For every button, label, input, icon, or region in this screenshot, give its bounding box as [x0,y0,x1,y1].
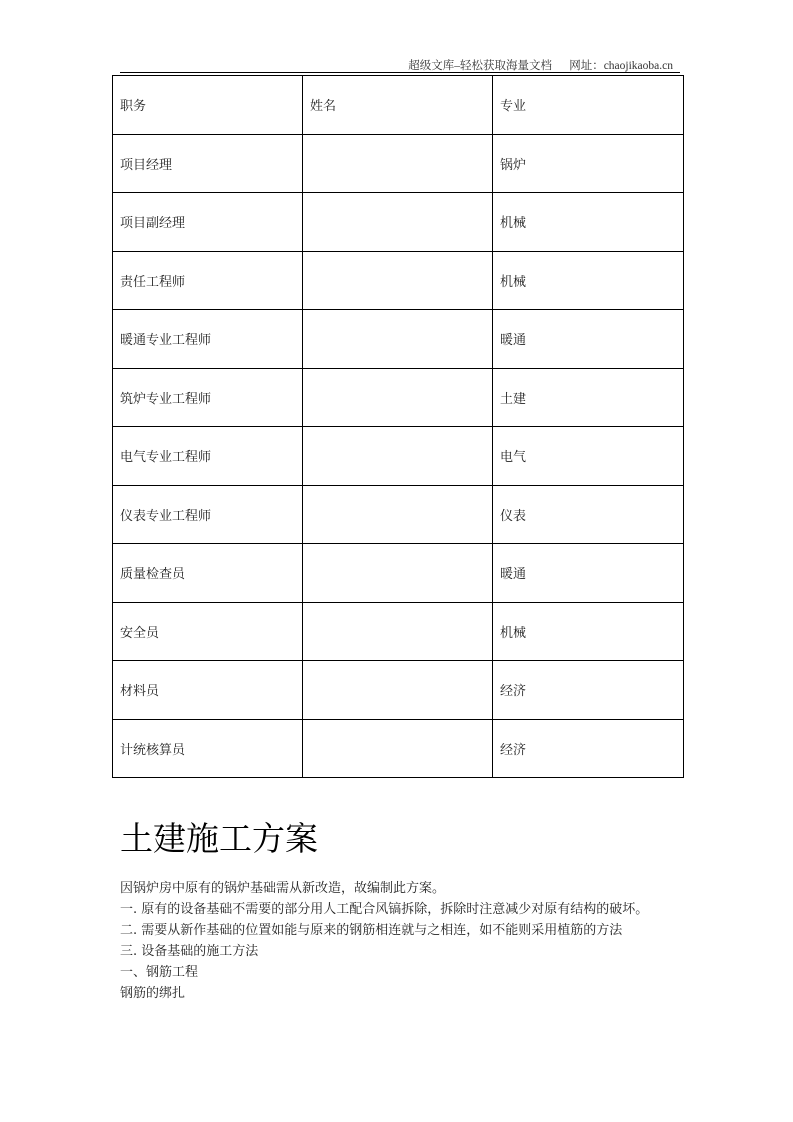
table-row [113,134,684,193]
column-header-specialty: 专业 [493,76,684,135]
cell-name [303,193,493,252]
cell-name [303,134,493,193]
cell-specialty: 土建 [493,368,684,427]
cell-role: 筑炉专业工程师 [113,368,303,427]
cell-name [303,661,493,720]
section-title: 土建施工方案 [120,819,318,858]
table-row [113,485,684,544]
cell-specialty: 经济 [493,661,684,720]
header-site-text: 超级文库–轻松获取海量文档 [408,60,552,72]
cell-role: 项目副经理 [113,193,303,252]
cell-name [303,719,493,778]
paragraph: 一. 原有的设备基础不需要的部分用人工配合风镐拆除，拆除时注意减少对原有结构的破坏。 [120,902,649,917]
table-row [113,193,684,252]
cell-specialty: 锅炉 [493,134,684,193]
cell-role: 电气专业工程师 [113,427,303,486]
paragraph: 一、钢筋工程 [120,965,199,980]
cell-specialty: 仪表 [493,485,684,544]
cell-name [303,602,493,661]
paragraph: 因锅炉房中原有的锅炉基础需从新改造，故编制此方案。 [120,881,446,896]
section-body [120,878,665,1004]
table-row [113,544,684,603]
table-header-row [113,76,684,135]
table-row [113,427,684,486]
header-divider [120,72,680,73]
cell-name [303,251,493,310]
cell-role: 安全员 [113,602,303,661]
table-row [113,719,684,778]
paragraph: 三. 设备基础的施工方法 [120,944,259,959]
cell-role: 责任工程师 [113,251,303,310]
cell-specialty: 机械 [493,193,684,252]
cell-role: 项目经理 [113,134,303,193]
cell-specialty: 暖通 [493,310,684,369]
table-row [113,368,684,427]
cell-name [303,485,493,544]
table-row [113,602,684,661]
header-url-text: 网址：chaojikaoba.cn [569,60,673,72]
cell-role: 材料员 [113,661,303,720]
table-row [113,661,684,720]
cell-specialty: 经济 [493,719,684,778]
paragraph: 钢筋的绑扎 [120,986,186,1001]
staff-table [112,75,684,778]
cell-specialty: 机械 [493,602,684,661]
table-row [113,310,684,369]
cell-role: 暖通专业工程师 [113,310,303,369]
column-header-role: 职务 [113,76,303,135]
cell-name [303,544,493,603]
cell-role: 仪表专业工程师 [113,485,303,544]
column-header-name: 姓名 [303,76,493,135]
paragraph: 二. 需要从新作基础的位置如能与原来的钢筋相连就与之相连，如不能则采用植筋的方法 [120,923,623,938]
cell-name [303,427,493,486]
cell-specialty: 暖通 [493,544,684,603]
table-row [113,251,684,310]
page-header [0,57,673,73]
cell-role: 质量检查员 [113,544,303,603]
cell-specialty: 电气 [493,427,684,486]
cell-specialty: 机械 [493,251,684,310]
cell-name [303,368,493,427]
cell-name [303,310,493,369]
cell-role: 计统核算员 [113,719,303,778]
